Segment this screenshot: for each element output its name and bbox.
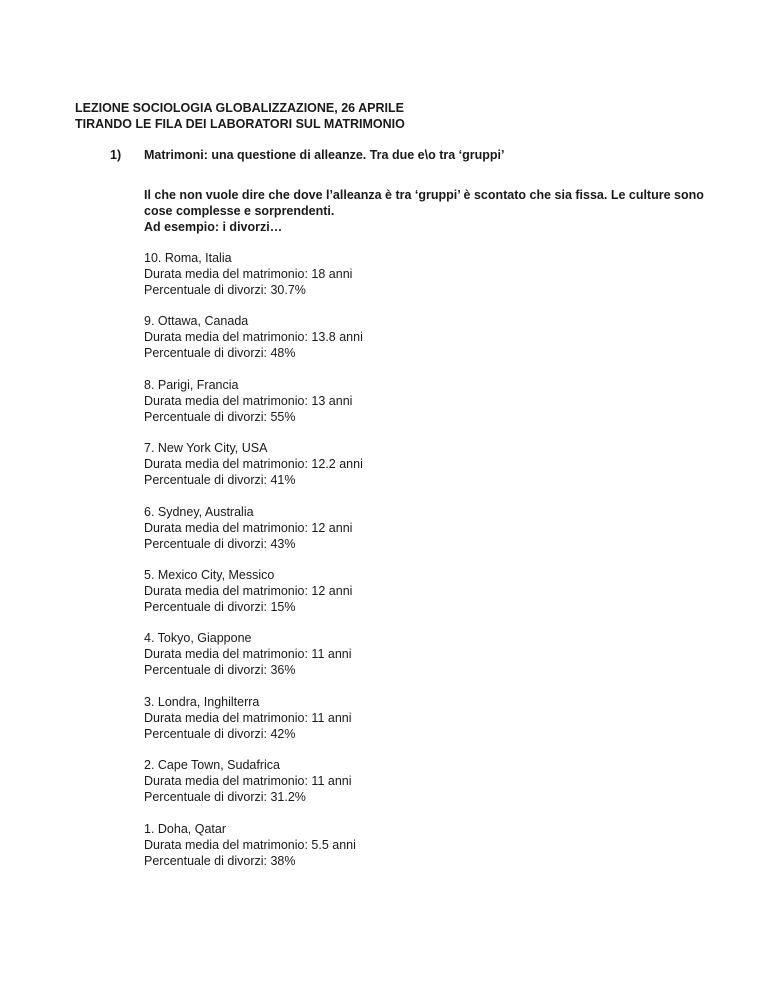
section-number: 1) bbox=[110, 148, 122, 162]
list-item bbox=[144, 694, 704, 757]
list-item bbox=[144, 567, 704, 630]
entry-duration: Durata media del matrimonio: 12.2 anni bbox=[144, 457, 363, 472]
entry-divorce-rate: Percentuale di divorzi: 48% bbox=[144, 346, 296, 361]
entry-divorce-rate: Percentuale di divorzi: 55% bbox=[144, 409, 296, 424]
section-title: Matrimoni: una questione di alleanze. Tra due e\o tra ‘gruppi’ bbox=[144, 148, 505, 162]
entry-city: 1. Doha, Qatar bbox=[144, 821, 226, 836]
entry-divorce-rate: Percentuale di divorzi: 38% bbox=[144, 853, 296, 868]
entry-duration: Durata media del matrimonio: 11 anni bbox=[144, 710, 352, 725]
entry-city: 4. Tokyo, Giappone bbox=[144, 631, 252, 646]
entry-divorce-rate: Percentuale di divorzi: 31.2% bbox=[144, 790, 306, 805]
list-item bbox=[144, 821, 704, 884]
entry-city: 8. Parigi, Francia bbox=[144, 377, 239, 392]
list-item bbox=[144, 630, 704, 693]
list-item bbox=[144, 504, 704, 567]
section-heading bbox=[110, 147, 504, 163]
document-title-line-1: LEZIONE SOCIOLOGIA GLOBALIZZAZIONE, 26 APRILE bbox=[75, 101, 404, 115]
entry-divorce-rate: Percentuale di divorzi: 36% bbox=[144, 663, 296, 678]
list-item bbox=[144, 440, 704, 503]
list-item bbox=[144, 377, 704, 440]
entry-divorce-rate: Percentuale di divorzi: 43% bbox=[144, 536, 296, 551]
entry-duration: Durata media del matrimonio: 11 anni bbox=[144, 647, 352, 662]
entry-duration: Durata media del matrimonio: 18 anni bbox=[144, 267, 353, 281]
city-divorce-list bbox=[144, 250, 704, 884]
intro-paragraph bbox=[144, 187, 734, 235]
entry-duration: Durata media del matrimonio: 12 anni bbox=[144, 583, 353, 598]
intro-example: Ad esempio: i divorzi… bbox=[144, 220, 283, 234]
entry-duration: Durata media del matrimonio: 13 anni bbox=[144, 393, 353, 408]
entry-city: 7. New York City, USA bbox=[144, 441, 268, 456]
entry-divorce-rate: Percentuale di divorzi: 30.7% bbox=[144, 283, 306, 297]
entry-divorce-rate: Percentuale di divorzi: 15% bbox=[144, 599, 296, 614]
entry-duration: Durata media del matrimonio: 12 anni bbox=[144, 520, 353, 535]
entry-city: 3. Londra, Inghilterra bbox=[144, 694, 260, 709]
entry-city: 5. Mexico City, Messico bbox=[144, 567, 275, 582]
entry-duration: Durata media del matrimonio: 11 anni bbox=[144, 774, 352, 789]
entry-city: 9. Ottawa, Canada bbox=[144, 314, 249, 329]
entry-city: 6. Sydney, Australia bbox=[144, 504, 254, 519]
document-title-line-2: TIRANDO LE FILA DEI LABORATORI SUL MATRIMONIO bbox=[75, 117, 405, 131]
entry-divorce-rate: Percentuale di divorzi: 41% bbox=[144, 473, 296, 488]
list-item bbox=[144, 313, 704, 376]
entry-city: 10. Roma, Italia bbox=[144, 251, 232, 265]
entry-duration: Durata media del matrimonio: 5.5 anni bbox=[144, 837, 356, 852]
list-item bbox=[144, 250, 704, 313]
list-item bbox=[144, 757, 704, 820]
intro-text: Il che non vuole dire che dove l’alleanza è tra ‘gruppi’ è scontato che sia fissa. Le culture sono cose complesse e sorprendenti. bbox=[144, 188, 704, 218]
entry-duration: Durata media del matrimonio: 13.8 anni bbox=[144, 330, 363, 345]
entry-city: 2. Cape Town, Sudafrica bbox=[144, 758, 280, 773]
entry-divorce-rate: Percentuale di divorzi: 42% bbox=[144, 726, 296, 741]
